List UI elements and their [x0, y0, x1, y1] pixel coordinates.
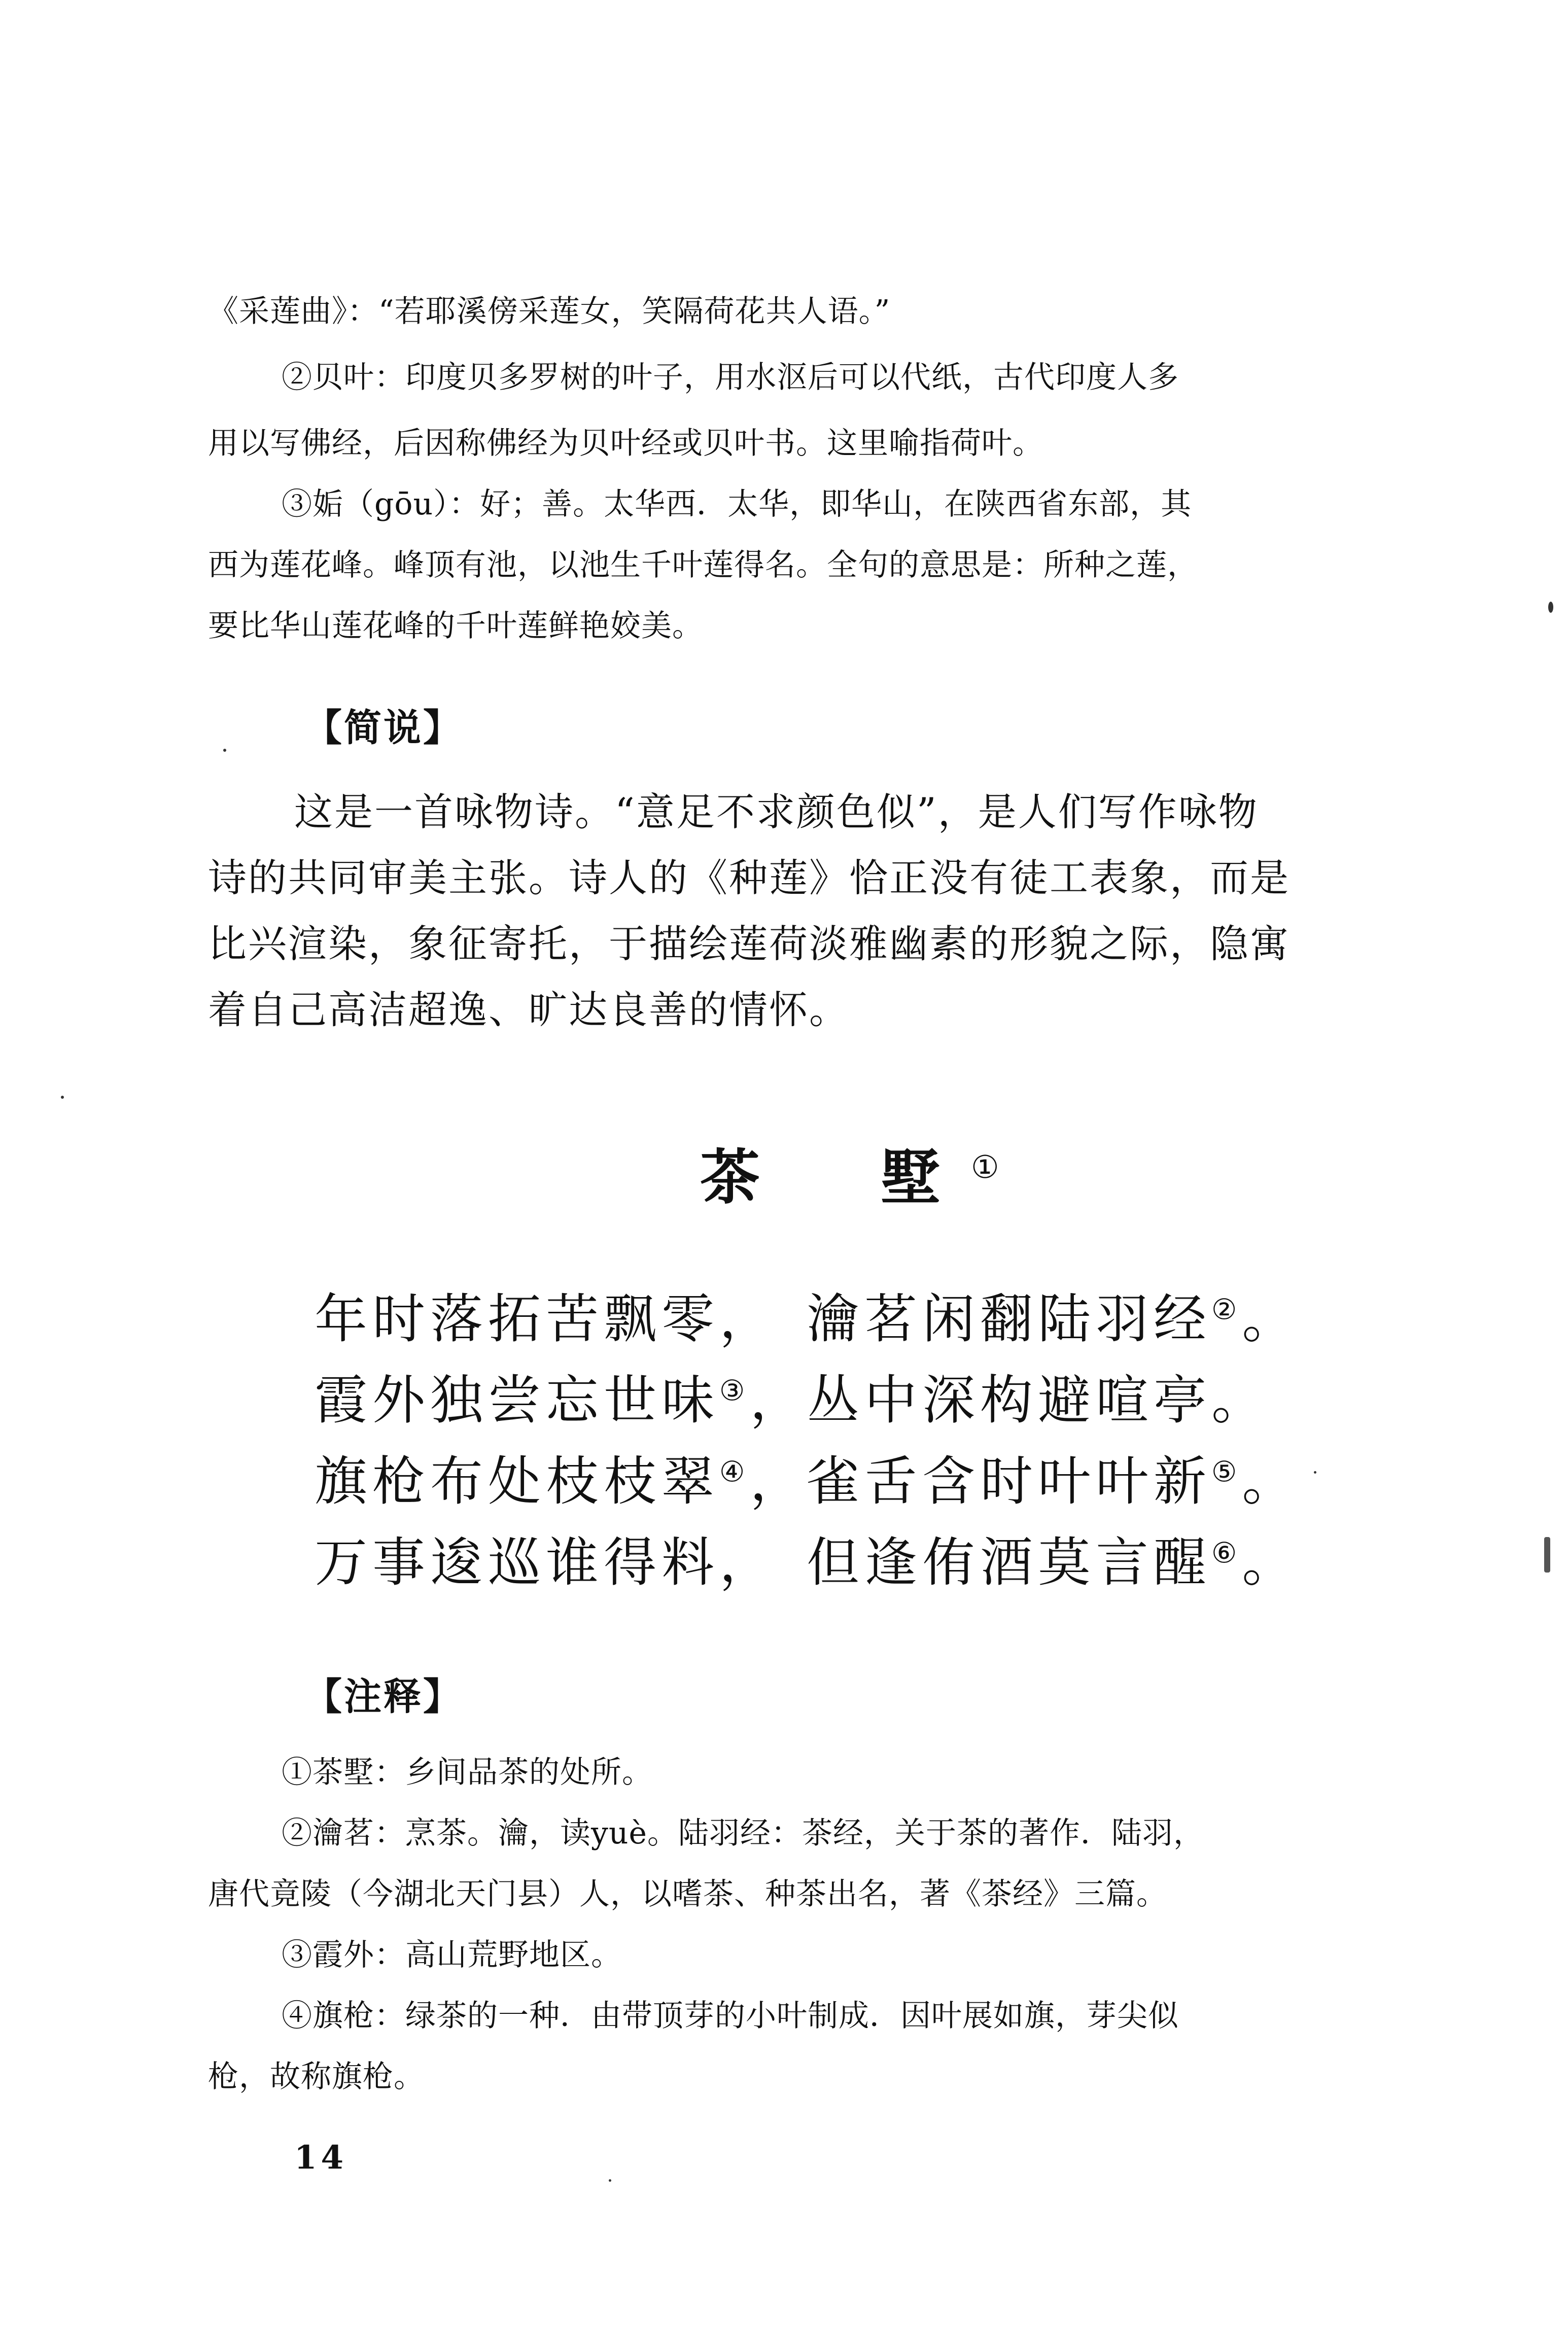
poem-line-2-first-note: ③	[719, 1374, 750, 1408]
poem-line-2-first: 霞外独尝忘世味	[315, 1369, 720, 1431]
poem-title-note-mark: ①	[971, 1148, 999, 1185]
scan-speck	[609, 2179, 611, 2182]
scan-speck	[61, 1096, 64, 1099]
poem-line-2-first-end: ，	[750, 1369, 808, 1431]
page-number: 14	[294, 2139, 348, 2177]
note-4-line-1: ④旗枪：绿茶的一种．由带顶芽的小叶制成．因叶展如旗，芽尖似	[282, 1998, 1179, 2034]
binding-mark	[1544, 1537, 1550, 1573]
footnote-3-line-1: ③姤（gōu）：好；善。太华西．太华，即华山，在陕西省东部，其	[282, 486, 1192, 522]
note-1: ①茶墅：乡间品茶的处所。	[282, 1755, 653, 1790]
poem-line-1-second: 瀹茗闲翻陆羽经	[807, 1288, 1212, 1350]
poem-line-3-first-note: ④	[719, 1455, 750, 1489]
poem-line-3	[315, 1439, 1300, 1515]
poem-line-3-first: 旗枪布处枝枝翠	[315, 1450, 720, 1512]
brief-text-line-4: 着自己高洁超逸、旷达良善的情怀。	[208, 987, 849, 1032]
poem-line-3-first-end: ，	[750, 1450, 808, 1512]
poem-line-1-first: 年时落拓苦飘零，	[315, 1288, 778, 1350]
poem-line-2-second: 丛中深构避喧亭。	[807, 1369, 1270, 1431]
brief-heading: 【简说】	[304, 706, 463, 750]
poem-line-1-end: 。	[1242, 1288, 1300, 1350]
poem-title-text: 茶 墅	[700, 1142, 971, 1212]
notes-heading: 【注释】	[304, 1675, 463, 1719]
poem-line-4	[315, 1520, 1300, 1596]
footnote-3-line-3: 要比华山莲花峰的千叶莲鲜艳姣美。	[208, 608, 703, 644]
poem-line-4-first: 万事逡巡谁得料，	[315, 1531, 778, 1593]
poem-line-1-note: ②	[1211, 1293, 1242, 1327]
poem-line-2	[315, 1357, 1269, 1434]
poem-title	[700, 1129, 999, 1215]
note-2-line-1: ②瀹茗：烹茶。瀹，读yuè。陆羽经：茶经，关于茶的著作．陆羽，	[282, 1816, 1205, 1851]
poem-line-4-note: ⑥	[1211, 1537, 1242, 1570]
footnote-quote-line: 《采莲曲》：“若耶溪傍采莲女，笑隔荷花共人语。”	[208, 294, 891, 329]
scan-speck	[1314, 1471, 1316, 1474]
poem-line-1	[315, 1276, 1300, 1352]
scan-speck	[223, 749, 226, 752]
poem-line-2-first-wrap	[315, 1357, 807, 1434]
note-2-line-2: 唐代竟陵（今湖北天门县）人，以嗜茶、种茶出名，著《茶经》三篇。	[208, 1876, 1167, 1912]
note-3: ③霞外：高山荒野地区。	[282, 1937, 622, 1973]
poem-line-4-second: 但逢侑酒莫言醒	[807, 1531, 1212, 1593]
poem-line-3-end: 。	[1242, 1450, 1300, 1512]
footnote-3-line-2: 西为莲花峰。峰顶有池，以池生千叶莲得名。全句的意思是：所种之莲，	[208, 547, 1198, 583]
poem-line-3-first-wrap	[315, 1439, 807, 1515]
footnote-2-line-1: ②贝叶：印度贝多罗树的叶子，用水沤后可以代纸，古代印度人多	[282, 360, 1179, 395]
brief-text-line-2: 诗的共同审美主张。诗人的《种莲》恰正没有徒工表象，而是	[208, 855, 1290, 900]
brief-text-line-1: 这是一首咏物诗。“意足不求颜色似”，是人们写作咏物	[294, 789, 1259, 834]
note-4-line-2: 枪，故称旗枪。	[208, 2059, 425, 2095]
footnote-2-line-2: 用以写佛经，后因称佛经为贝叶经或贝叶书。这里喻指荷叶。	[208, 426, 1043, 461]
scan-speck	[1548, 602, 1553, 613]
poem-line-3-second: 雀舌含时叶叶新	[807, 1450, 1212, 1512]
brief-text-line-3: 比兴渲染，象征寄托，于描绘莲荷淡雅幽素的形貌之际，隐寓	[208, 921, 1290, 966]
poem-line-3-note: ⑤	[1211, 1455, 1242, 1489]
poem-line-4-end: 。	[1242, 1531, 1300, 1593]
